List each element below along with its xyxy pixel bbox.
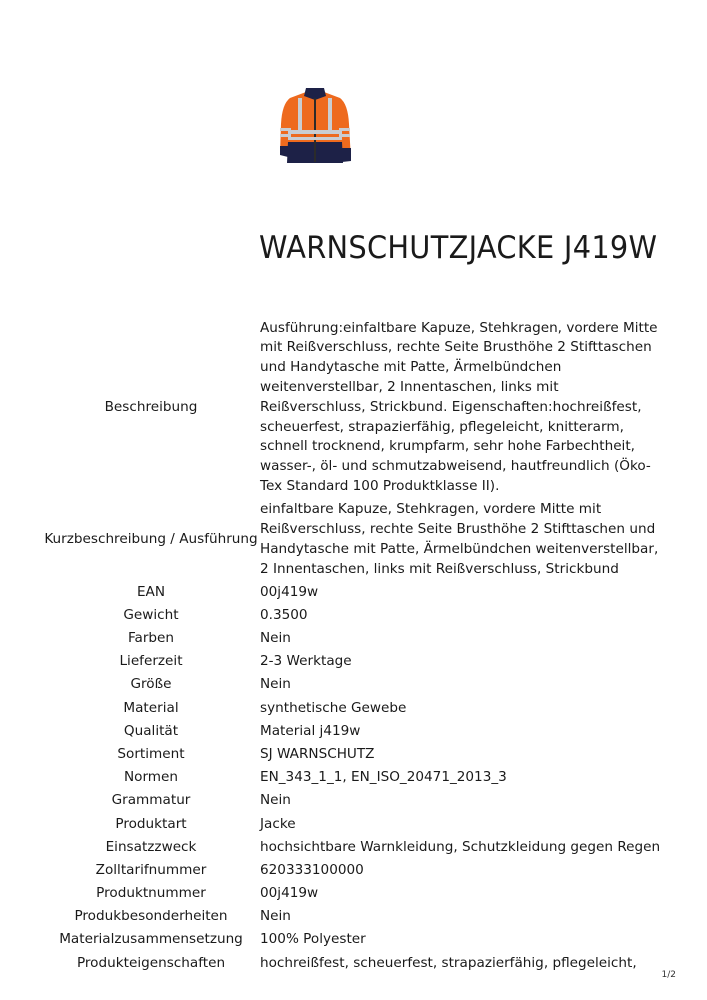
spec-label: Beschreibung <box>104 398 198 415</box>
spec-value: EN_343_1_1, EN_ISO_20471_2013_3 <box>260 769 507 786</box>
spec-row <box>44 697 664 720</box>
spec-row <box>44 813 664 836</box>
spec-label: EAN <box>136 583 166 600</box>
spec-label: Gewicht <box>123 606 179 623</box>
spec-value: Nein <box>260 630 291 647</box>
spec-row <box>44 743 664 766</box>
spec-row <box>44 952 664 975</box>
spec-label: Einsatzzweck <box>105 838 197 855</box>
spec-table <box>44 317 664 975</box>
page-number: 1/2 <box>661 970 676 980</box>
spec-row <box>44 674 664 697</box>
spec-value: hochsichtbare Warnkleidung, Schutzkleidung gegen Regen <box>260 838 661 855</box>
spec-value: Ausführung:einfaltbare Kapuze, Stehkragen, vordere Mitte mit Reißverschluss, rechte Seite Brusthöhe 2 Stifttaschen und Handytasche mit Patte, Ärmelbündchen weitenverstellbar, 2 Innentaschen, links mit Reißverschluss, Strickbund. Eigenschaften:hochreißfest, scheuerfest, strapazierfähig, pflegeleicht, knitterarm, schnell trocknend, krumpfarm, sehr hohe Farbechtheit, wasser-, öl- und schmutzabweisend, hautfreundlich (Öko-Tex Standard 100 Produktklasse II). <box>260 319 658 495</box>
product-title: WARNSCHUTZJACKE J419W <box>259 230 658 266</box>
spec-value: 2-3 Werktage <box>260 653 352 670</box>
spec-label: Produkteigenschaften <box>76 954 226 971</box>
spec-row <box>44 720 664 743</box>
spec-row <box>44 499 664 582</box>
spec-value: Jacke <box>260 815 296 832</box>
spec-value: Material j419w <box>260 722 361 739</box>
spec-label: Materialzusammensetzung <box>59 931 243 948</box>
spec-label: Produktnummer <box>96 885 206 902</box>
spec-value: 0.3500 <box>260 606 308 623</box>
spec-label: Normen <box>123 769 179 786</box>
spec-label: Farben <box>127 630 175 647</box>
spec-label: Zolltarifnummer <box>95 861 207 878</box>
spec-row <box>44 627 664 650</box>
spec-value: 00j419w <box>260 885 319 902</box>
spec-value: 620333100000 <box>260 861 364 878</box>
spec-value: hochreißfest, scheuerfest, strapazierfähig, pflegeleicht, <box>260 954 637 971</box>
jacket-illustration <box>280 88 351 163</box>
spec-row <box>44 317 664 499</box>
product-image <box>276 84 354 168</box>
spec-value: Nein <box>260 676 291 693</box>
spec-label: Lieferzeit <box>119 653 183 670</box>
spec-value: SJ WARNSCHUTZ <box>260 746 375 762</box>
spec-value: 100% Polyester <box>260 931 366 948</box>
spec-row <box>44 790 664 813</box>
spec-label: Größe <box>130 676 172 693</box>
spec-table-body <box>44 317 664 975</box>
spec-label: Qualität <box>123 722 179 739</box>
spec-value: Nein <box>260 792 291 809</box>
spec-value: 00j419w <box>260 583 319 600</box>
spec-row <box>44 581 664 604</box>
spec-label: Grammatur <box>111 792 191 809</box>
spec-label: Sortiment <box>117 746 185 762</box>
spec-row <box>44 604 664 627</box>
spec-row <box>44 836 664 859</box>
spec-label: Material <box>123 699 179 716</box>
spec-row <box>44 906 664 929</box>
spec-value: Nein <box>260 908 291 925</box>
spec-value: synthetische Gewebe <box>260 699 407 716</box>
spec-value: einfaltbare Kapuze, Stehkragen, vordere Mitte mit Reißverschluss, rechte Seite Brusthöhe 2 Stifttaschen und Handytasche mit Patte, Ärmelbündchen weitenverstellbar, 2 Innentaschen, links mit Reißverschluss, Strickbund <box>260 501 659 577</box>
spec-row <box>44 859 664 882</box>
spec-row <box>44 651 664 674</box>
spec-label: Produkbesonderheiten <box>74 908 228 925</box>
spec-label: Kurzbeschreibung / Ausführung <box>44 530 258 547</box>
spec-label: Produktart <box>115 815 187 832</box>
spec-row <box>44 882 664 905</box>
spec-row <box>44 929 664 952</box>
spec-row <box>44 766 664 789</box>
